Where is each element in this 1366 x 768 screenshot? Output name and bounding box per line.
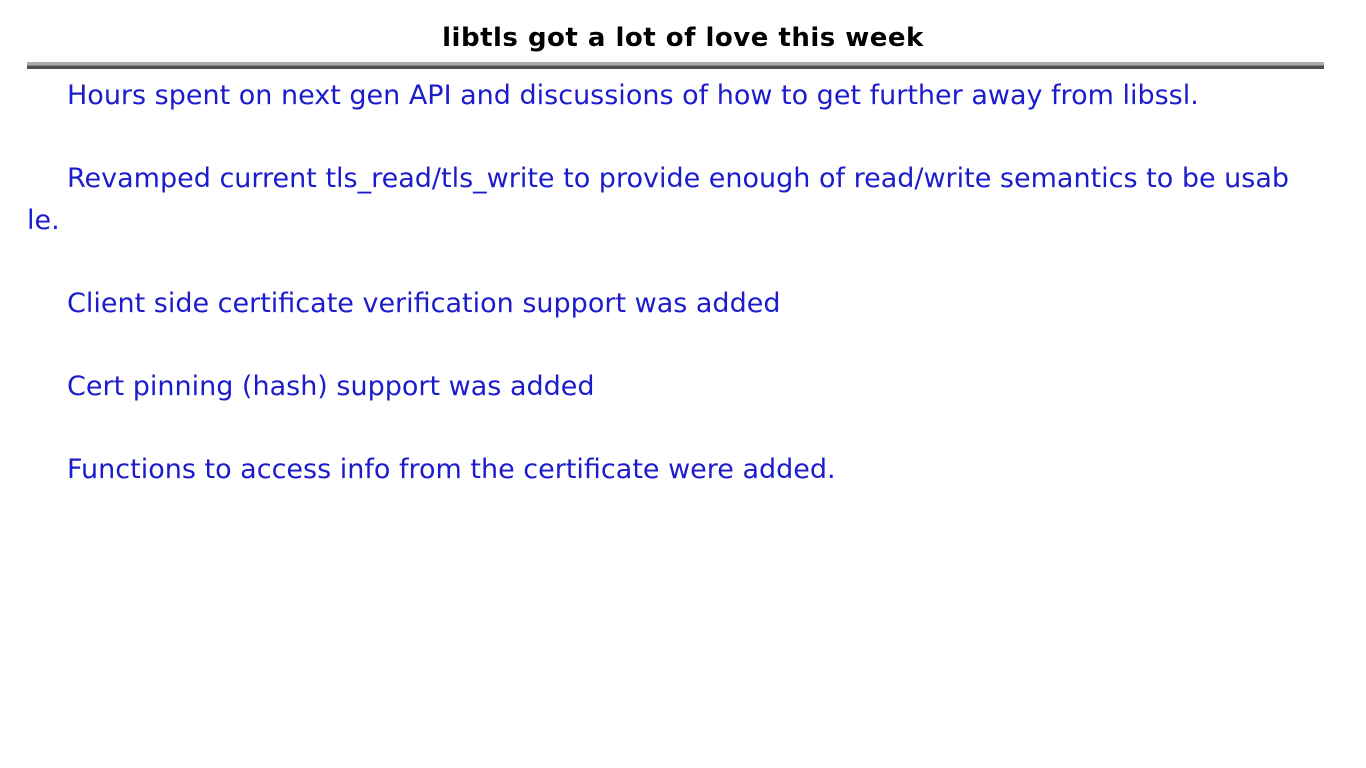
paragraph-cert-info-functions	[27, 449, 1346, 491]
paragraph-hours-spent	[27, 75, 1346, 117]
paragraph-line: Revamped current tls_read/tls_write to provide enough of read/write semantics to be usab	[67, 163, 1290, 194]
title-divider-rule	[27, 62, 1324, 69]
paragraph-line: Hours spent on next gen API and discussions of how to get further away from libssl.	[67, 80, 1199, 111]
paragraph-line-wrapped: le.	[27, 204, 60, 236]
paragraph-line: Client side certificate verification support was added	[67, 287, 781, 319]
paragraph-line: Functions to access info from the certificate were added.	[67, 453, 836, 485]
slide-body	[27, 75, 1346, 490]
paragraph-client-cert-verification	[27, 283, 1346, 325]
paragraph-revamped-read-write	[27, 158, 1346, 241]
paragraph-line: Cert pinning (hash) support was added	[67, 370, 595, 402]
paragraph-cert-pinning	[27, 366, 1346, 408]
slide-title: libtls got a lot of love this week	[442, 23, 924, 53]
